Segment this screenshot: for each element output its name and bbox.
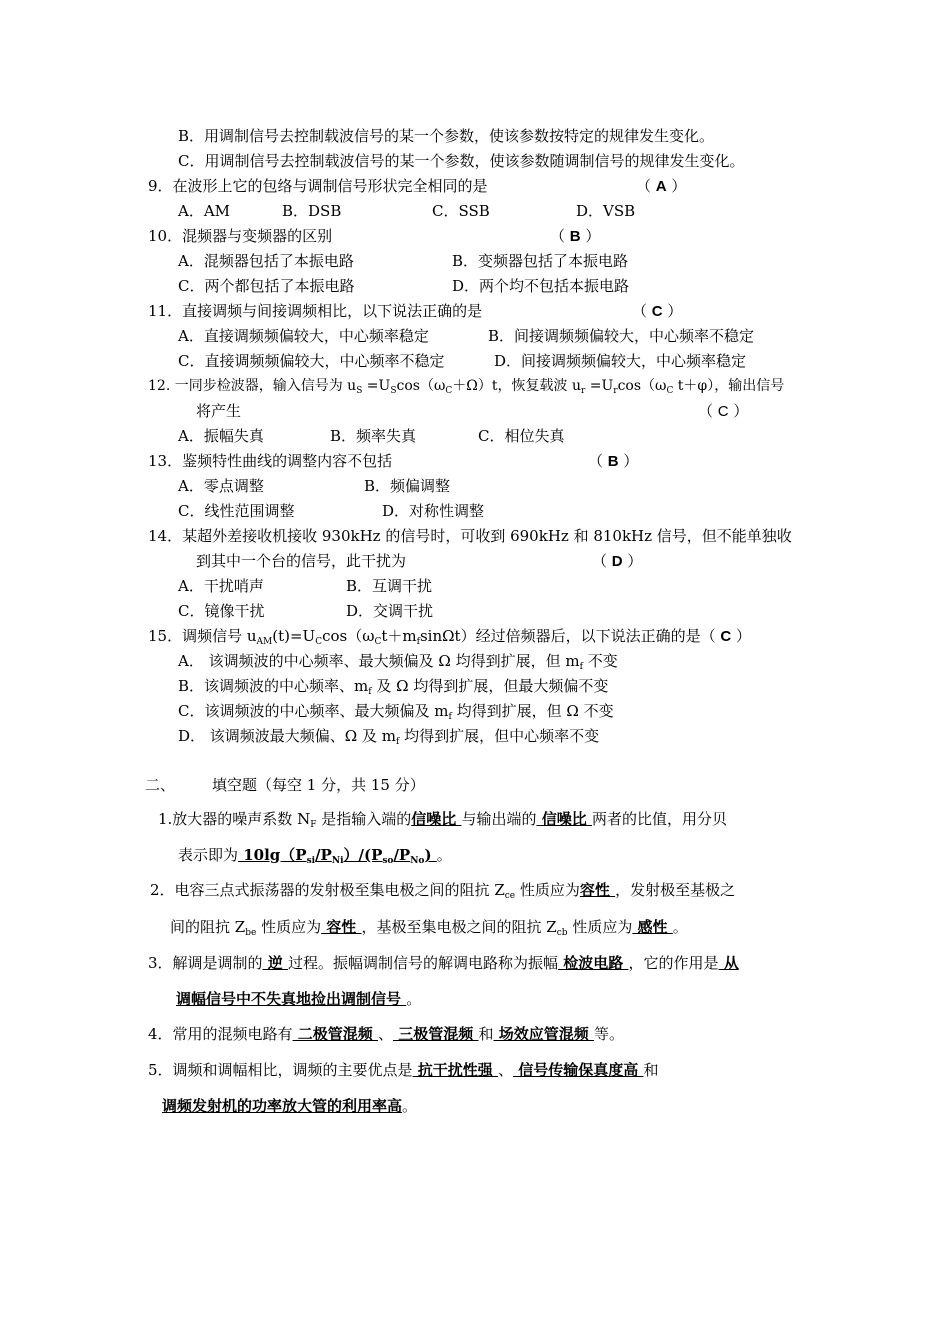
q15-option-c: C．该调频波的中心频率、最大频偏及 $m_f$ 均得到扩展，但 Ω 不变 [178,702,614,722]
q9-option-b: B．DSB [282,202,342,220]
fill-2-line-1: 2．电容三点式振荡器的发射极至集电极之间的阻抗 $Z_{ce}$ 性质应为容性 ，发射极至基极之 [150,881,736,901]
fill-3-line-1: 3．解调是调制的 逆 过程。振幅调制信号的解调电路称为振幅 检波电路 ，它的作用是 从 [148,954,739,972]
fill-3-answer-2: 检波电路 [558,954,629,972]
q12-answer: （ C ） [698,402,749,420]
q14-option-d: D．交调干扰 [346,602,434,620]
fill-4-answer-2: 三极管混频 [393,1025,479,1043]
q9-stem: 9．在波形上它的包络与调制信号形状完全相同的是 [148,177,488,195]
fill-5-line-1: 5．调频和调幅相比，调频的主要优点是 抗干扰性强 、 信号传输保真度高 和 [148,1061,659,1079]
fill-5-answer-3: 调频发射机的功率放大管的利用率高 [162,1097,403,1115]
q11-stem: 11．直接调频与间接调频相比，以下说法正确的是 [148,302,483,320]
fill-1-answer-1: 信噪比 [411,810,462,828]
fill-4-line: 4．常用的混频电路有 二极管混频 、 三极管混频 和 场效应管混频 等。 [148,1025,624,1043]
q12-option-c: C．相位失真 [478,427,565,445]
section-2-title: 填空题（每空 1 分，共 15 分） [212,776,425,794]
q12-option-a: A．振幅失真 [178,427,264,445]
fill-3-answer-3-continued: 调幅信号中不失真地捡出调制信号 [176,990,407,1008]
q12-stem-continued: 将产生 [196,402,242,420]
fill-1-line-2: 表示即为 $10\lg(P_{si}/P_{Ni})/(P_{so}/P_{No})$ 。 [178,846,452,866]
fill-2-line-2: 间的阻抗 $Z_{be}$ 性质应为 容性 ，基极至集电极之间的阻抗 $Z_{cb}$ 性质应为 感性 。 [170,918,688,938]
fill-1-answer-2: 信噪比 [536,810,592,828]
fill-5-answer-2: 信号传输保真度高 [513,1061,644,1079]
q13-option-a: A．零点调整 [178,477,264,495]
section-2-number: 二、 [145,776,176,794]
fill-4-answer-3: 场效应管混频 [493,1025,594,1043]
q10-option-c: C．两个都包括了本振电路 [178,277,355,295]
fill-4-answer-1: 二极管混频 [292,1025,378,1043]
q13-stem: 13．鉴频特性曲线的调整内容不包括 [148,452,393,470]
q11-option-b: B．间接调频频偏较大，中心频率不稳定 [488,327,755,345]
fill-2-answer-2: 容性 [321,918,362,936]
q11-answer: （ C ） [632,302,683,320]
q11-option-c: C．直接调频频偏较大，中心频率不稳定 [178,352,445,370]
fill-3-answer-3: 从 [718,954,739,972]
q14-answer: （ D ） [592,552,643,570]
q14-option-b: B．互调干扰 [346,577,433,595]
fill-5-line-2: 调频发射机的功率放大管的利用率高。 [162,1097,418,1115]
q11-option-a: A．直接调频频偏较大，中心频率稳定 [178,327,429,345]
q12-stem: 12. 一同步检波器，输入信号为 $u_S =U_S\cos(\omega_C+\Omega)t$，恢复载波 $u_r =U_r\cos(\omega_C$ t＋φ），输出信号 [148,378,785,396]
q15-stem: 15．调频信号 $u_{AM}(t)=U_C\cos(\omega_Ct+m_f\sin\Omega t)$经过倍频器后，以下说法正确的是（ C ） [148,627,752,647]
q15-option-b: B．该调频波的中心频率、$m_f$ 及 Ω 均得到扩展，但最大频偏不变 [178,677,609,697]
q14-stem: 14．某超外差接收机接收 930kHz 的信号时，可收到 690kHz 和 810kHz 信号，但不能单独收 [148,527,792,545]
fill-5-answer-1: 抗干扰性强 [412,1061,498,1079]
fill-1-line-1: 1.放大器的噪声系数 $N_F$ 是指输入端的信噪比 与输出端的 信噪比 两者的比值，用分贝 [158,810,727,830]
q10-answer: （ B ） [550,227,601,245]
q8-option-c: C．用调制信号去控制载波信号的某一个参数，使该参数随调制信号的规律发生变化。 [178,152,745,170]
fill-2-answer-3: 感性 [632,918,673,936]
fill-3-line-2: 调幅信号中不失真地捡出调制信号 。 [176,990,422,1008]
q11-option-d: D．间接调频频偏较大，中心频率稳定 [494,352,747,370]
fill-3-answer-1: 逆 [262,954,288,972]
fill-2-answer-1: 容性 [579,881,616,899]
q13-option-b: B．频偏调整 [364,477,451,495]
q12-option-b: B．频率失真 [330,427,417,445]
q9-option-c: C．SSB [432,202,490,220]
q14-option-a: A．干扰哨声 [178,577,264,595]
q15-option-d: D． 该调频波最大频偏、Ω 及 $m_f$ 均得到扩展，但中心频率不变 [178,727,600,747]
q9-answer: （ A ） [636,177,687,195]
q10-option-a: A．混频器包括了本振电路 [178,252,354,270]
q10-option-d: D．两个均不包括本振电路 [452,277,630,295]
q13-option-c: C．线性范围调整 [178,502,295,520]
q13-answer: （ B ） [588,452,639,470]
q15-option-a: A． 该调频波的中心频率、最大频偏及 Ω 均得到扩展，但 $m_f$ 不变 [178,652,618,672]
q14-stem-continued: 到其中一个台的信号，此干扰为 [196,552,407,570]
q8-option-b: B．用调制信号去控制载波信号的某一个参数，使该参数按特定的规律发生变化。 [178,127,715,145]
q9-option-a: A．AM [178,202,231,220]
q14-option-c: C．镜像干扰 [178,602,265,620]
fill-1-answer-3: $10\lg(P_{si}/P_{Ni})/(P_{so}/P_{No})$ [238,846,437,866]
q10-stem: 10．混频器与变频器的区别 [148,227,333,245]
q9-option-d: D．VSB [576,202,636,220]
q10-option-b: B．变频器包括了本振电路 [452,252,629,270]
q13-option-d: D．对称性调整 [382,502,485,520]
